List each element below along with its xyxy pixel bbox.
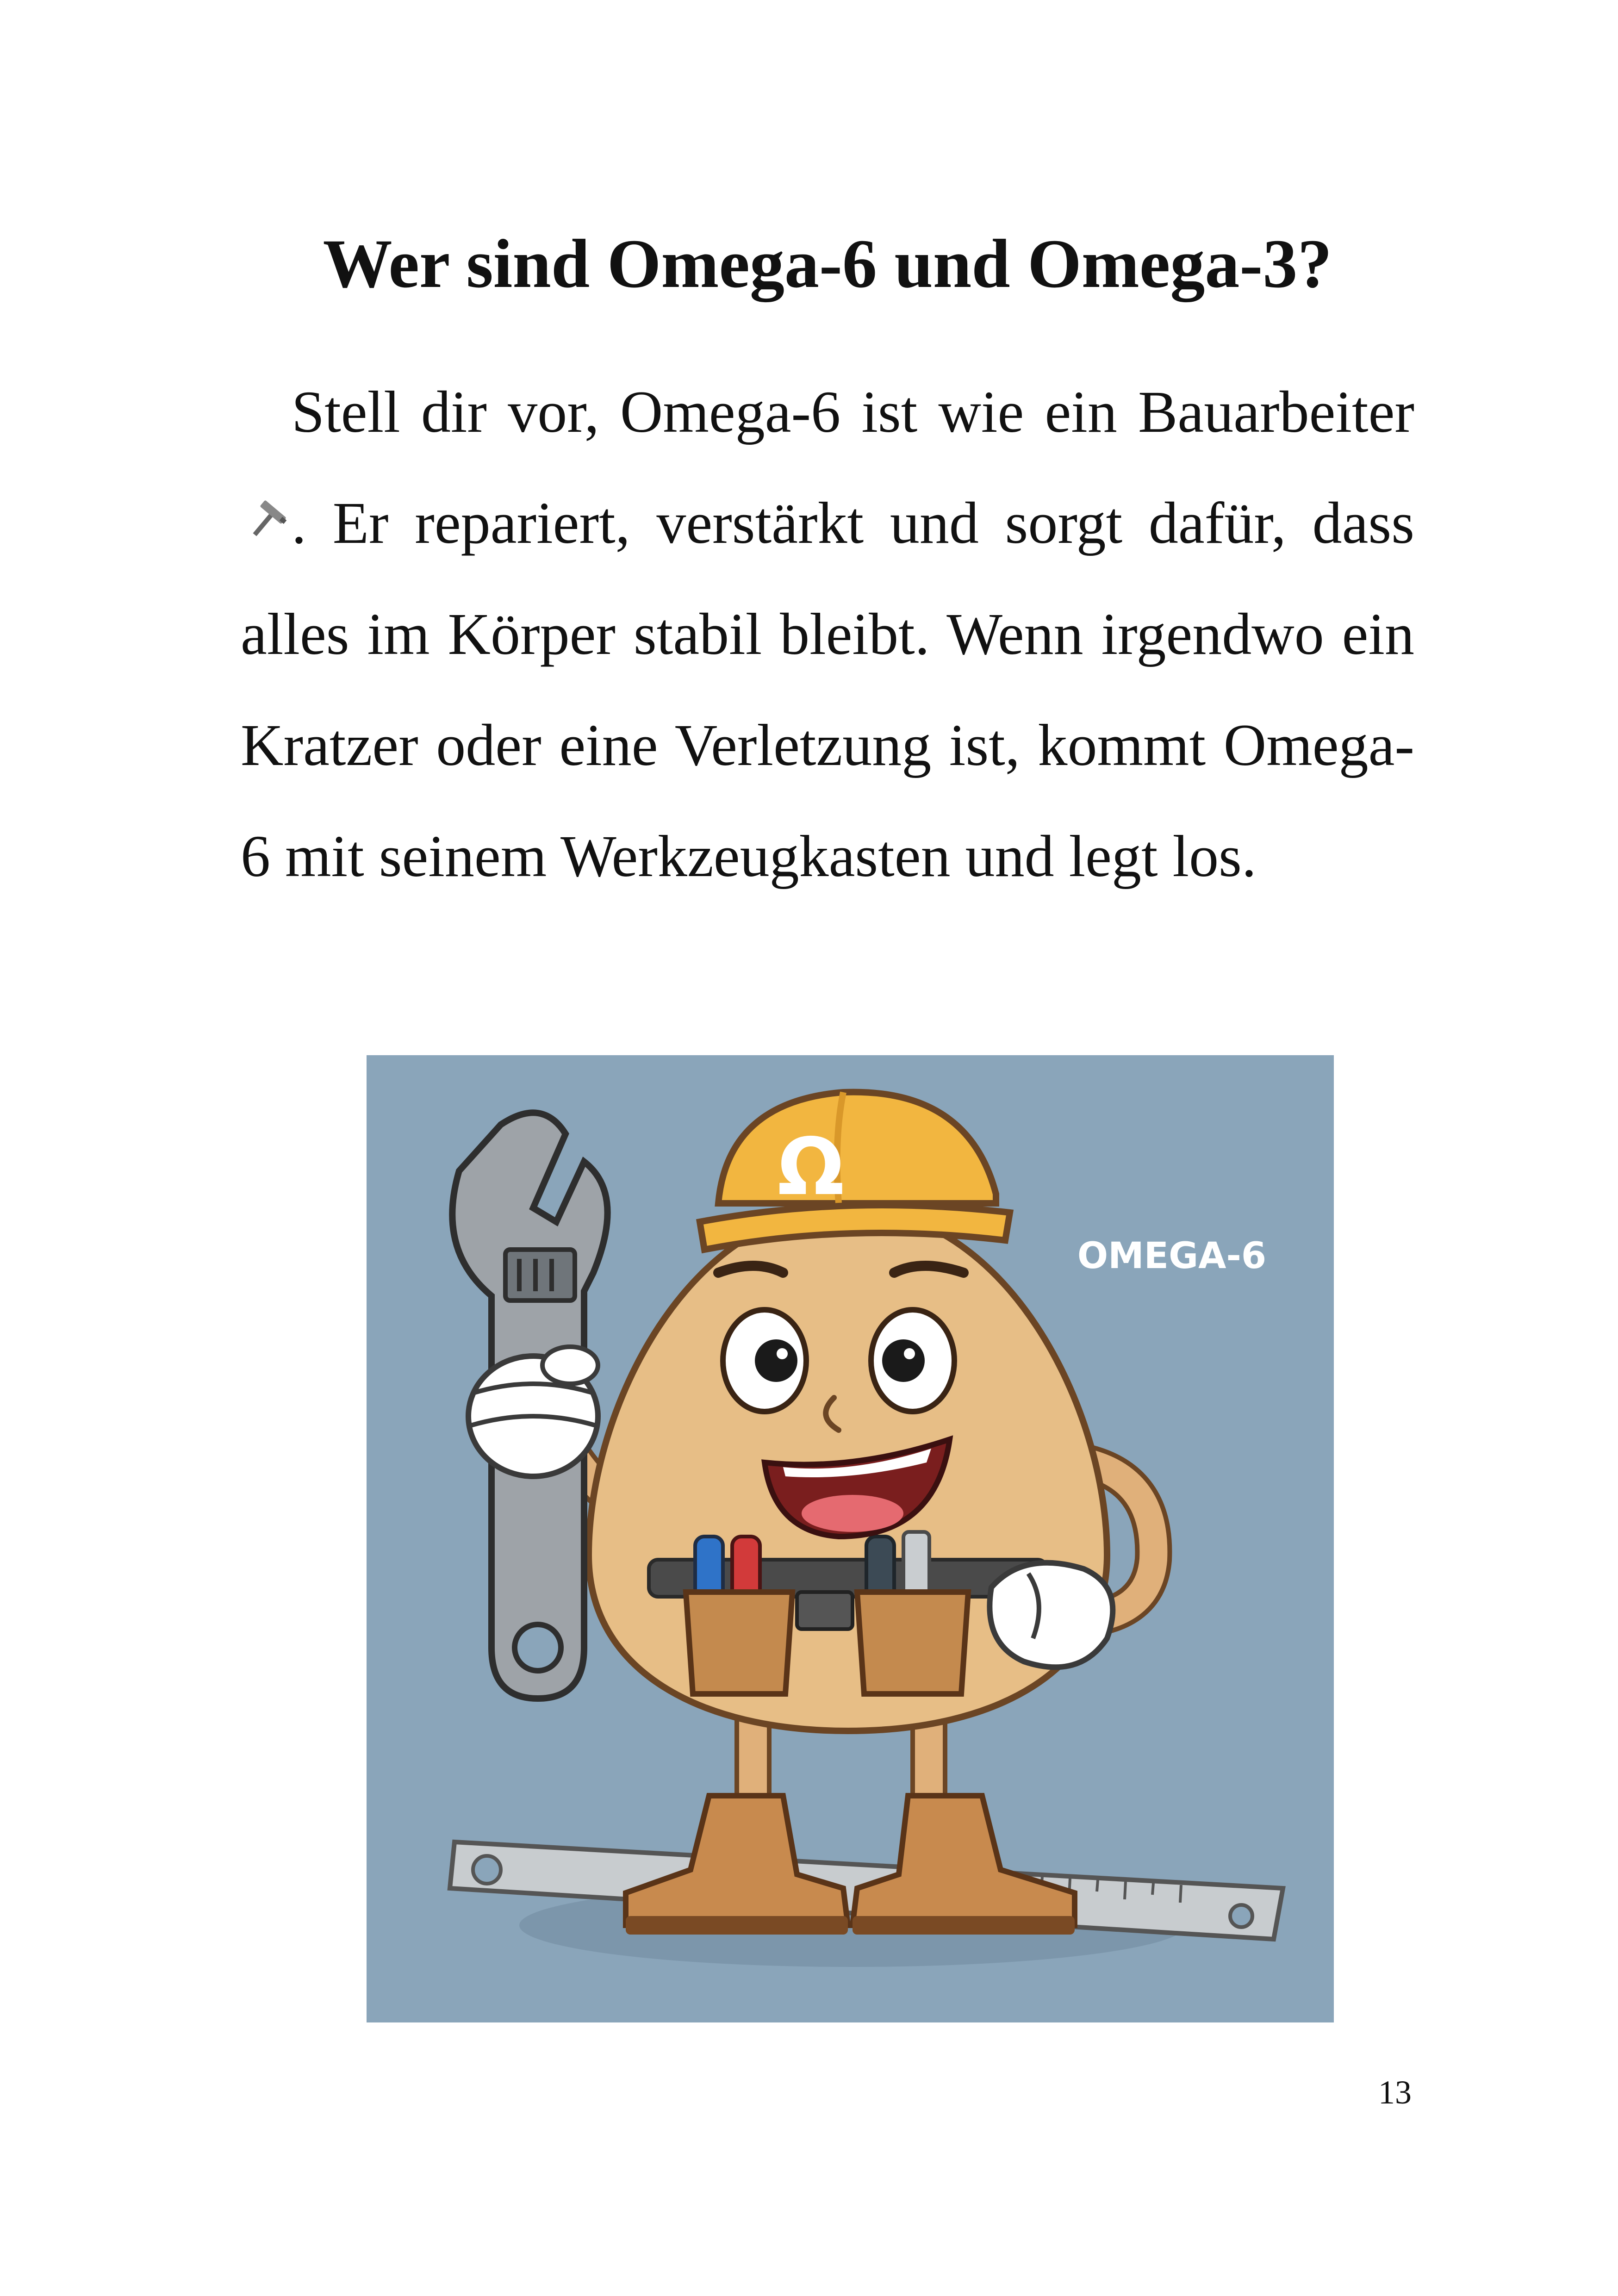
right-glove xyxy=(989,1563,1113,1668)
paragraph-text-start: Stell dir vor, Omega-6 ist wie ein Bauarbeiter xyxy=(292,379,1414,445)
omega6-label: OMEGA-6 xyxy=(1077,1235,1267,1277)
page-number: 13 xyxy=(1378,2074,1412,2111)
body-paragraph xyxy=(241,356,1414,912)
helmet-omega-symbol: Ω xyxy=(777,1121,845,1213)
page-title: Wer sind Omega-6 und Omega-3? xyxy=(323,225,1332,302)
hammer-icon xyxy=(241,490,292,556)
omega6-builder-illustration xyxy=(367,1055,1334,2022)
paragraph-text-end: . Er repariert, verstärkt und sorgt dafür, dass alles im Körper stabil bleibt. Wenn irgendwo ein Kratzer oder eine Verletzung ist, kommt Omega-6 mit seinem Werkzeugkasten und legt los. xyxy=(241,490,1414,889)
